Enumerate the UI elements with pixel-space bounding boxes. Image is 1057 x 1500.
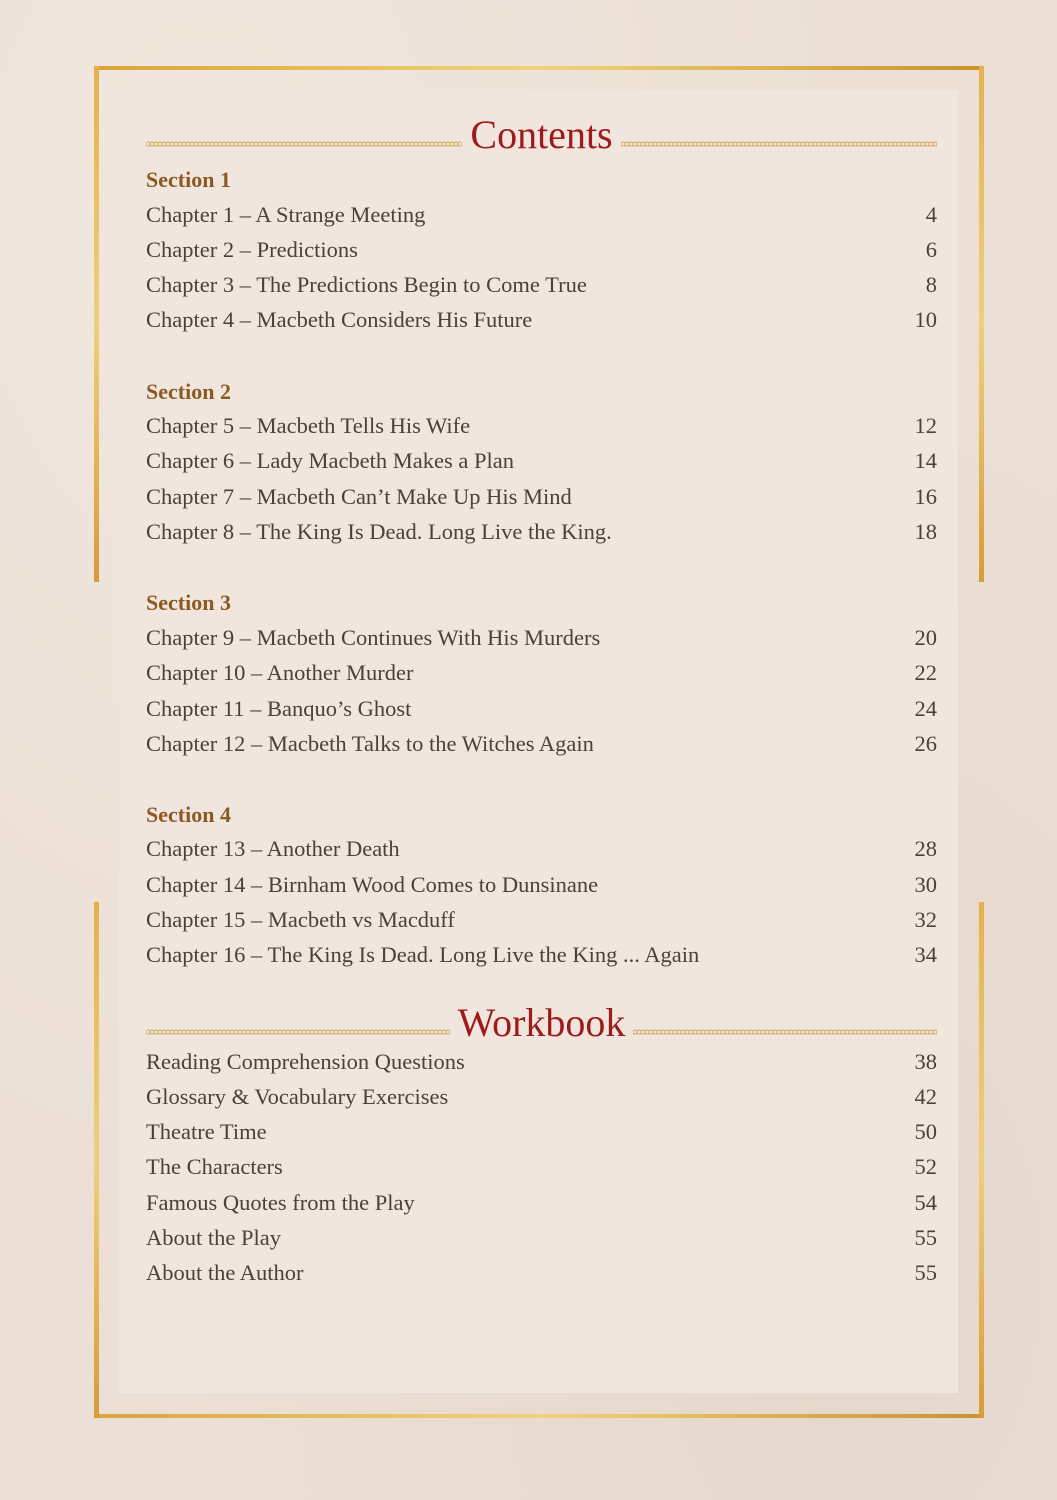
- entry-page: 16: [914, 484, 937, 509]
- entry-title: Reading Comprehension Questions: [146, 1049, 465, 1074]
- entry-page: 8: [925, 272, 937, 297]
- entry-title: Chapter 4 – Macbeth Considers His Future: [146, 307, 533, 332]
- toc-entry[interactable]: [146, 307, 937, 337]
- toc-entry[interactable]: [146, 872, 937, 902]
- entry-title: About the Author: [146, 1260, 304, 1285]
- workbook-entry[interactable]: [146, 1260, 937, 1290]
- toc-entry[interactable]: [146, 942, 937, 972]
- entry-title: Chapter 15 – Macbeth vs Macduff: [146, 907, 455, 932]
- entry-page: 12: [914, 413, 937, 438]
- entry-title: Chapter 9 – Macbeth Continues With His Murders: [146, 625, 601, 650]
- entry-page: 28: [914, 836, 937, 861]
- entry-title: Chapter 6 – Lady Macbeth Makes a Plan: [146, 448, 515, 473]
- toc-entry[interactable]: [146, 625, 937, 655]
- heading-divider-left: [146, 138, 462, 147]
- workbook-entry[interactable]: [146, 1154, 937, 1184]
- border-right-lower: [979, 902, 984, 1418]
- border-left-upper: [94, 66, 99, 582]
- toc-entry[interactable]: [146, 484, 937, 514]
- border-left-lower: [94, 902, 99, 1418]
- entry-page: 52: [914, 1154, 937, 1179]
- contents-title: Contents: [470, 112, 613, 157]
- section-label: Section 4: [146, 802, 231, 827]
- entry-page: 38: [914, 1049, 937, 1074]
- border-top: [94, 66, 984, 70]
- entry-page: 14: [914, 448, 937, 473]
- toc-entry[interactable]: [146, 660, 937, 690]
- entry-page: 20: [914, 625, 937, 650]
- entry-page: 30: [914, 872, 937, 897]
- toc-entry[interactable]: [146, 907, 937, 937]
- workbook-title: Workbook: [457, 1000, 626, 1045]
- entry-page: 22: [914, 660, 937, 685]
- toc-entry[interactable]: [146, 448, 937, 478]
- entry-title: About the Play: [146, 1225, 281, 1250]
- toc-entry[interactable]: [146, 202, 937, 232]
- toc-entry[interactable]: [146, 696, 937, 726]
- entry-page: 24: [914, 696, 937, 721]
- toc-entry[interactable]: [146, 237, 937, 267]
- entry-page: 18: [914, 519, 937, 544]
- toc-entry[interactable]: [146, 272, 937, 302]
- entry-title: Chapter 14 – Birnham Wood Comes to Dunsinane: [146, 872, 599, 897]
- entry-title: Chapter 8 – The King Is Dead. Long Live the King.: [146, 519, 612, 544]
- entry-page: 55: [914, 1260, 937, 1285]
- border-right-upper: [979, 66, 984, 582]
- workbook-entry[interactable]: [146, 1049, 937, 1079]
- toc-entry[interactable]: [146, 836, 937, 866]
- entry-page: 50: [914, 1119, 937, 1144]
- entry-title: Chapter 3 – The Predictions Begin to Come True: [146, 272, 587, 297]
- entry-page: 54: [914, 1190, 937, 1215]
- border-bottom: [94, 1414, 984, 1418]
- entry-title: Chapter 13 – Another Death: [146, 836, 400, 861]
- contents-heading: [146, 110, 937, 160]
- workbook-entry[interactable]: [146, 1084, 937, 1114]
- toc-entry[interactable]: [146, 413, 937, 443]
- entry-title: The Characters: [146, 1154, 283, 1179]
- workbook-heading: [146, 998, 937, 1048]
- entry-title: Chapter 10 – Another Murder: [146, 660, 414, 685]
- entry-page: 32: [914, 907, 937, 932]
- entry-page: 26: [914, 731, 937, 756]
- entry-page: 10: [914, 307, 937, 332]
- entry-page: 42: [914, 1084, 937, 1109]
- entry-title: Chapter 5 – Macbeth Tells His Wife: [146, 413, 471, 438]
- section-label: Section 1: [146, 167, 231, 192]
- entry-page: 6: [925, 237, 937, 262]
- entry-title: Chapter 12 – Macbeth Talks to the Witches Again: [146, 731, 594, 756]
- entry-title: Chapter 2 – Predictions: [146, 237, 358, 262]
- heading-divider-right: [633, 1026, 937, 1035]
- entry-title: Theatre Time: [146, 1119, 267, 1144]
- workbook-entry[interactable]: [146, 1225, 937, 1255]
- section-label: Section 3: [146, 590, 231, 615]
- entry-title: Chapter 1 – A Strange Meeting: [146, 202, 426, 227]
- workbook-entry[interactable]: [146, 1119, 937, 1149]
- entry-title: Glossary & Vocabulary Exercises: [146, 1084, 449, 1109]
- section-label: Section 2: [146, 379, 231, 404]
- entry-title: Chapter 16 – The King Is Dead. Long Live the King ... Again: [146, 942, 700, 967]
- heading-divider-left: [146, 1026, 450, 1035]
- heading-divider-right: [621, 138, 937, 147]
- toc-entry[interactable]: [146, 731, 937, 761]
- toc-entry[interactable]: [146, 519, 937, 549]
- entry-title: Famous Quotes from the Play: [146, 1190, 415, 1215]
- entry-page: 55: [914, 1225, 937, 1250]
- entry-title: Chapter 7 – Macbeth Can’t Make Up His Mind: [146, 484, 572, 509]
- entry-page: 34: [914, 942, 937, 967]
- entry-page: 4: [925, 202, 937, 227]
- entry-title: Chapter 11 – Banquo’s Ghost: [146, 696, 412, 721]
- workbook-entry[interactable]: [146, 1190, 937, 1220]
